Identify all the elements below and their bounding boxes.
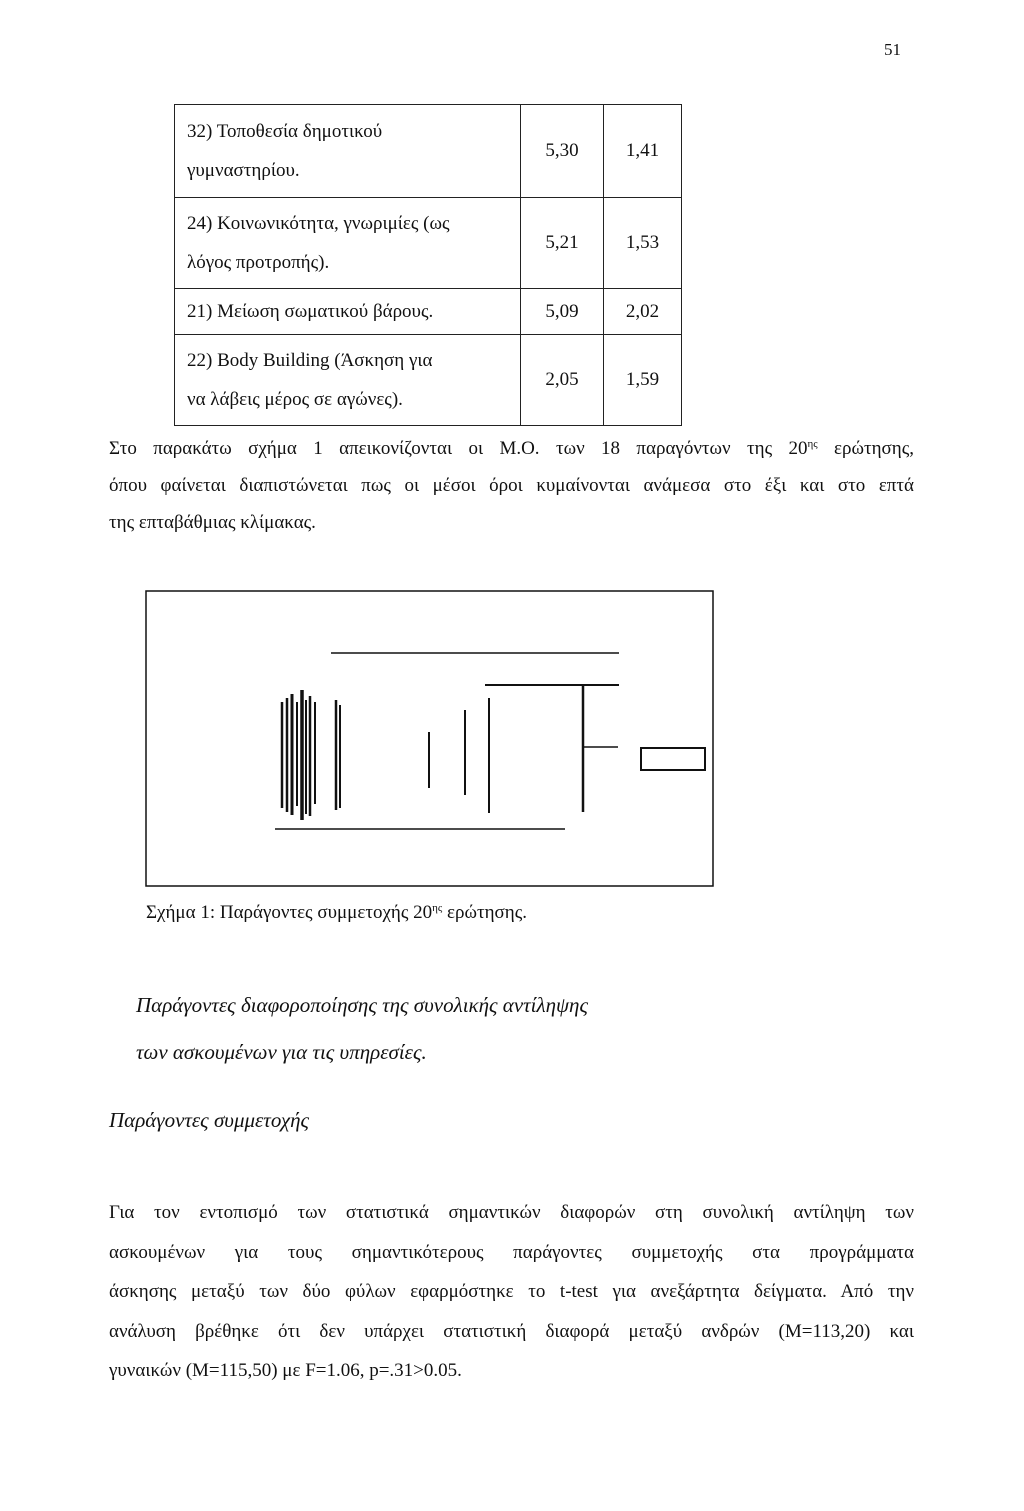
figure-bars bbox=[282, 685, 618, 820]
body-line: ασκουμένων για τους σημαντικότερους παράγοντες συμμετοχής στα προγράμματα bbox=[109, 1241, 914, 1263]
table-cell-mean: 5,09 bbox=[521, 289, 604, 335]
intro-line: Στο παρακάτω σχήμα 1 απεικονίζονται οι Μ.Ο. των 18 παραγόντων της $20^{\eta\varsigma}$ ερώτησης, bbox=[109, 438, 914, 459]
figure-legend-box bbox=[641, 748, 705, 770]
figure-caption: Σχήμα 1: Παράγοντες συμμετοχής $20^{\eta\varsigma}$ ερώτησης. bbox=[146, 902, 527, 923]
page-number: 51 bbox=[884, 40, 901, 59]
table-cell-sd: 1,59 bbox=[604, 335, 682, 426]
table-cell-sd: 1,41 bbox=[604, 105, 682, 198]
body-line: Για τον εντοπισμό των στατιστικά σημαντικών διαφορών στη συνολική αντίληψη των bbox=[109, 1202, 914, 1223]
table-cell-factor: 24) Κοινωνικότητα, γνωριμίες (ως λόγος προτροπής). bbox=[175, 198, 521, 289]
table-row bbox=[175, 289, 682, 335]
intro-line: της επταβάθμιας κλίμακας. bbox=[109, 512, 316, 533]
table-row bbox=[175, 105, 682, 198]
factors-table bbox=[174, 104, 682, 426]
subsection-heading: Παράγοντες συμμετοχής bbox=[109, 1108, 310, 1132]
table-cell-factor: 21) Μείωση σωματικού βάρους. bbox=[175, 289, 521, 335]
body-line: γυναικών (Μ=115,50) με F=1.06, p=.31>0.05. bbox=[109, 1360, 462, 1381]
body-paragraph bbox=[109, 1193, 914, 1391]
table-cell-mean: 2,05 bbox=[521, 335, 604, 426]
table-row bbox=[175, 198, 682, 289]
table-cell-sd: 1,53 bbox=[604, 198, 682, 289]
intro-line: όπου φαίνεται διαπιστώνεται πως οι μέσοι όροι κυμαίνονται ανάμεσα στο έξι και στο επτά bbox=[109, 475, 914, 496]
table-cell-factor: 22) Body Building (Άσκηση για να λάβεις μέρος σε αγώνες). bbox=[175, 335, 521, 426]
section-heading: Παράγοντες διαφοροποίησης της συνολικής αντίληψης των ασκουμένων για τις υπηρεσίες. bbox=[136, 993, 588, 1064]
table-cell-mean: 5,30 bbox=[521, 105, 604, 198]
body-line: άσκησης μεταξύ των δύο φύλων εφαρμόστηκε το t-test για ανεξάρτητα δείγματα. Από την bbox=[109, 1281, 914, 1302]
table-row bbox=[175, 335, 682, 426]
table-cell-factor: 32) Τοποθεσία δημοτικού γυμναστηρίου. bbox=[175, 105, 521, 198]
figure-1 bbox=[145, 590, 715, 888]
table-cell-mean: 5,21 bbox=[521, 198, 604, 289]
table-cell-sd: 2,02 bbox=[604, 289, 682, 335]
intro-paragraph bbox=[109, 426, 914, 541]
body-line: ανάλυση βρέθηκε ότι δεν υπάρχει στατιστική διαφορά μεταξύ ανδρών (Μ=113,20) και bbox=[109, 1320, 914, 1342]
